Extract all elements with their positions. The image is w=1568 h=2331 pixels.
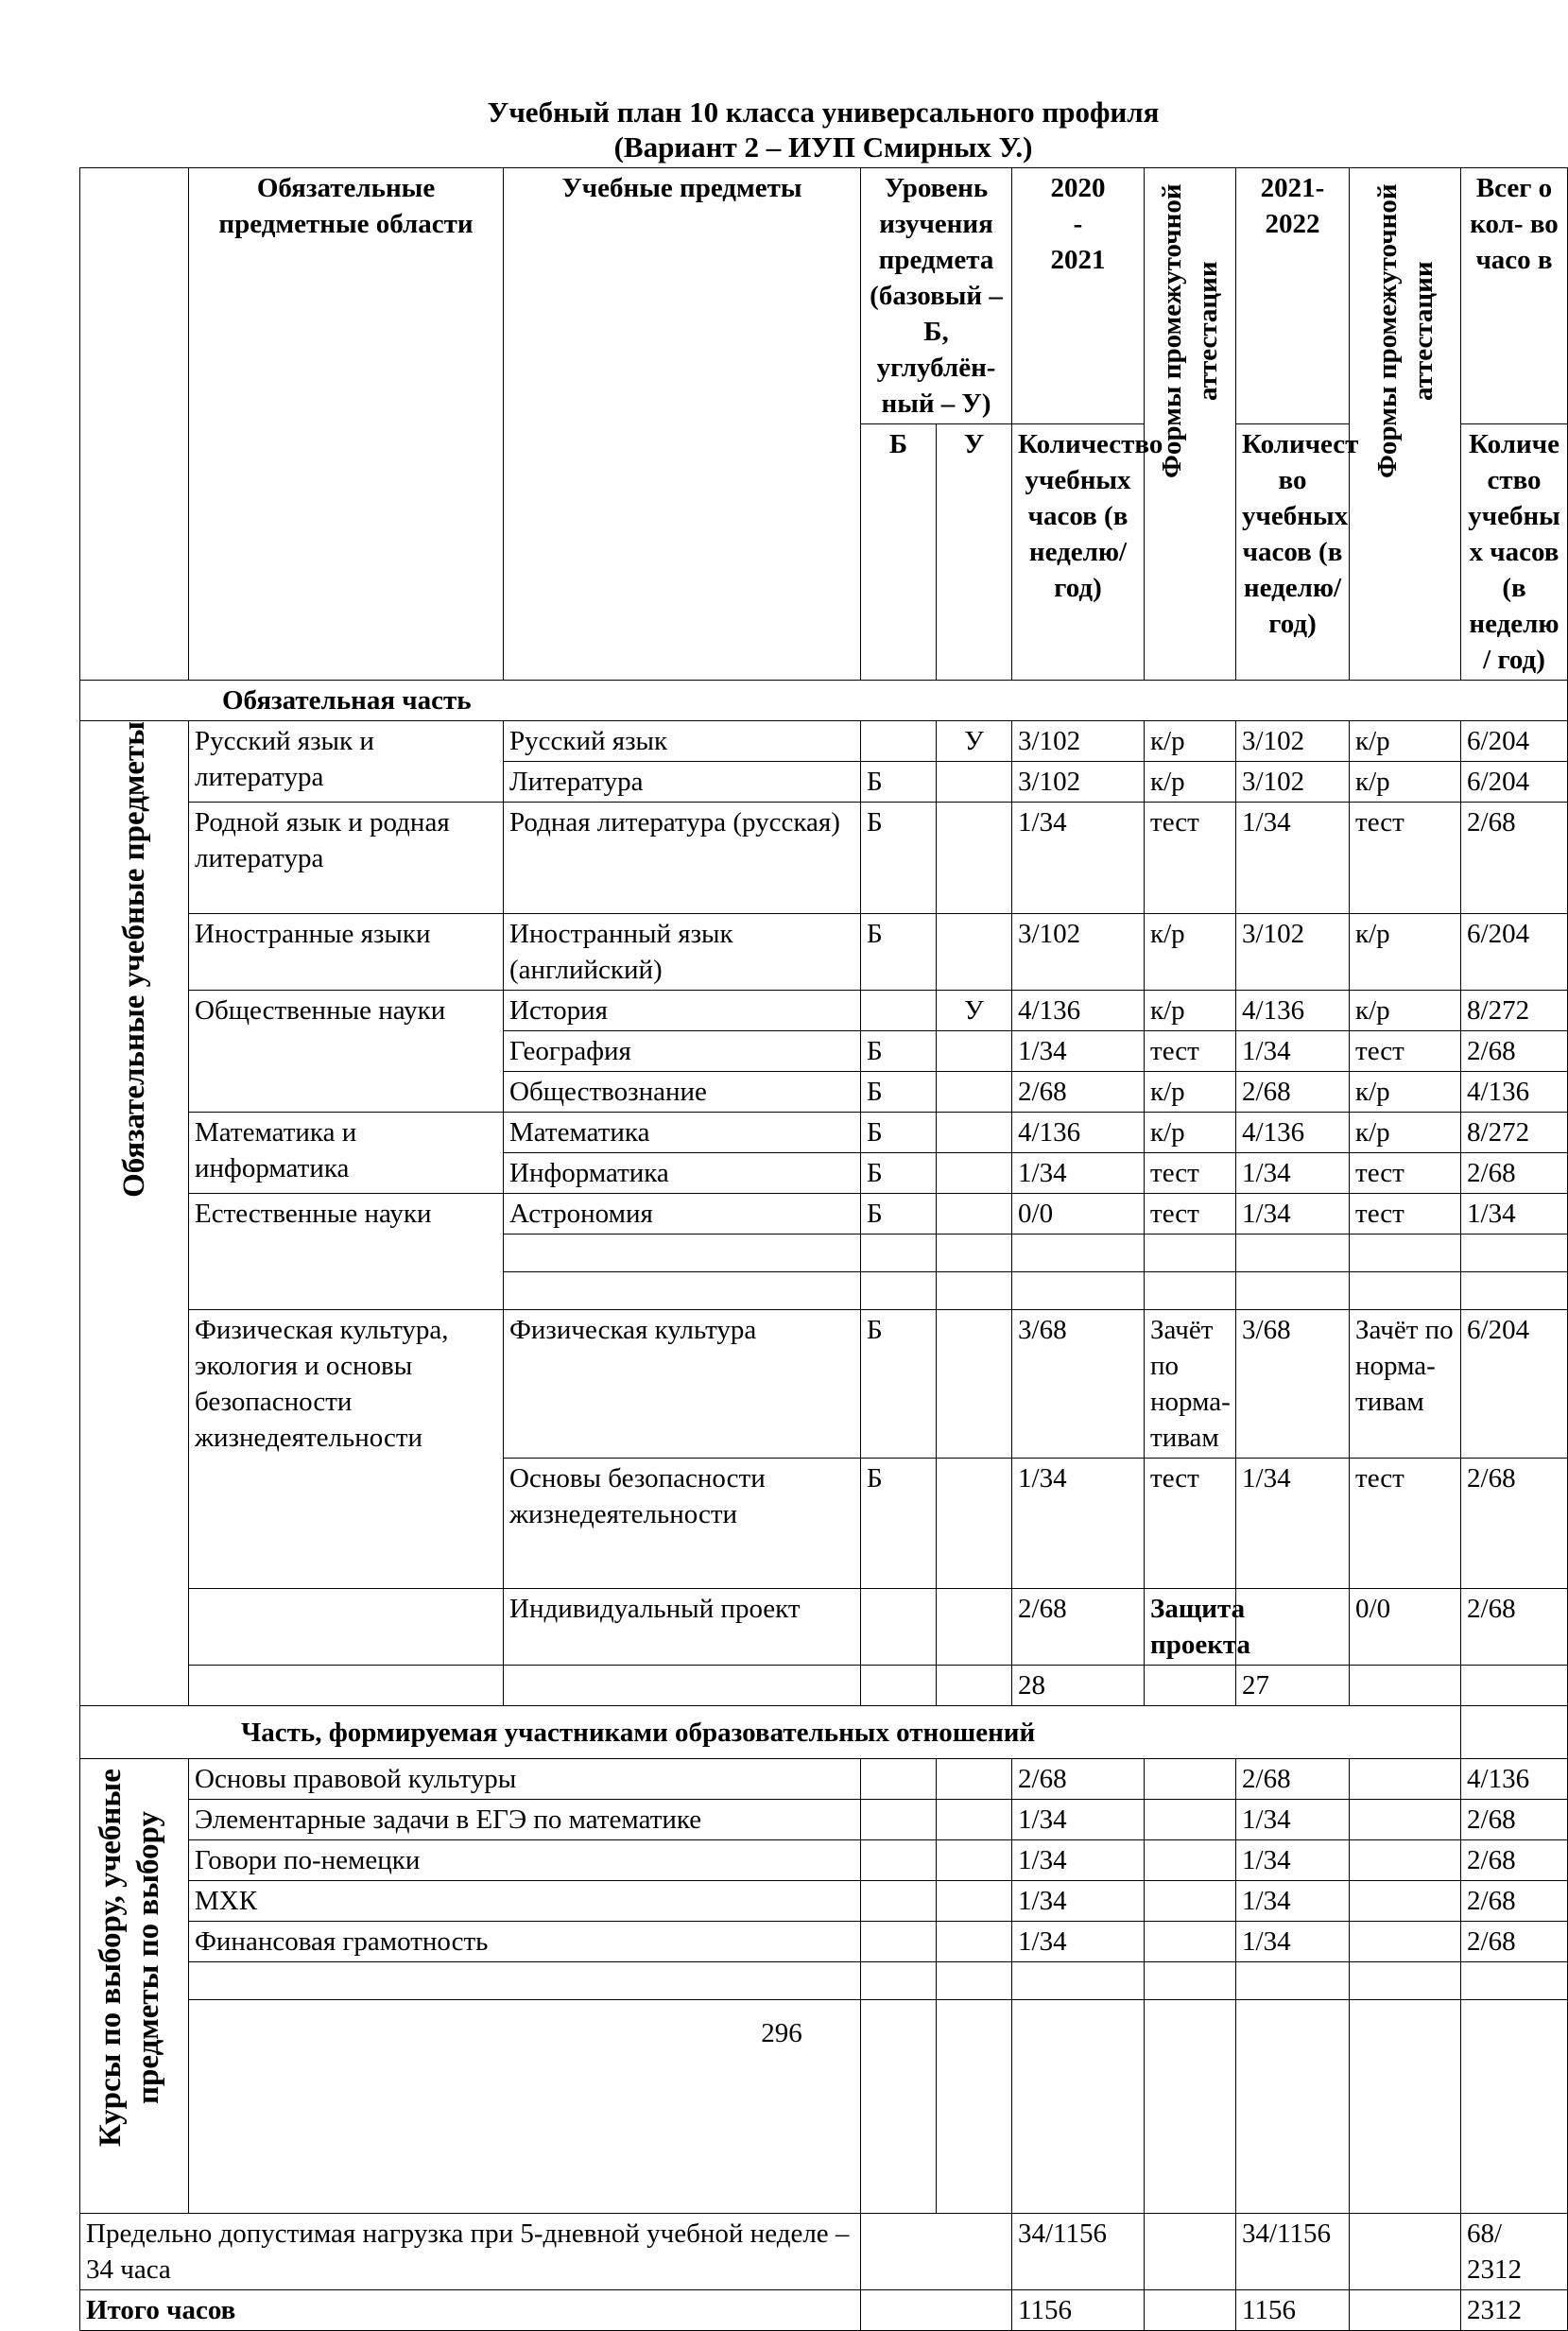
level-u-cell: [937, 914, 1012, 991]
project-total-cell: 2/68: [1461, 1589, 1568, 1666]
hours-2-cell: 1/34: [1236, 1840, 1350, 1881]
subject-cell: Говори по-немецки: [189, 1840, 861, 1881]
total-cell: 2/68: [1461, 1840, 1568, 1881]
totals-hours-1: 1156: [1012, 2290, 1145, 2331]
hours-2-cell: 3/102: [1236, 721, 1350, 762]
area-cell: Общественные науки: [189, 991, 504, 1113]
forms-2-cell: к/р: [1350, 762, 1461, 803]
totals-label: Итого часов: [80, 2290, 861, 2331]
section-optional-row: [80, 1706, 1568, 1759]
header-year-2: [1236, 168, 1350, 424]
level-u-cell: [937, 762, 1012, 803]
level-b-cell: Б: [861, 803, 937, 914]
level-b-cell: Б: [861, 762, 937, 803]
level-u-cell: [937, 1194, 1012, 1235]
hours-1-cell: 3/102: [1012, 762, 1145, 803]
total-cell: 4/136: [1461, 1759, 1568, 1800]
total-cell: 1/34: [1461, 1194, 1568, 1235]
header-row-1: [80, 168, 1568, 424]
header-year-1-hours: Количество учебных часов (в неделю/ год): [1012, 424, 1145, 681]
hours-2-cell: 3/68: [1236, 1310, 1350, 1459]
table-row: [80, 1800, 1568, 1840]
table-row: [80, 1194, 1568, 1235]
hours-1-cell: 4/136: [1012, 1113, 1145, 1153]
forms-2-cell: тест: [1350, 1459, 1461, 1589]
header-forms-2: [1350, 168, 1461, 681]
level-u-cell: [937, 1113, 1012, 1153]
optional-side-label: [80, 1759, 189, 2214]
total-cell: 2/68: [1461, 1922, 1568, 1962]
area-cell: Иностранные языки: [189, 914, 504, 991]
forms-1-cell: тест: [1145, 1194, 1236, 1235]
level-b-cell: Б: [861, 1072, 937, 1113]
forms-1-cell: к/р: [1145, 721, 1236, 762]
hours-2-cell: 3/102: [1236, 914, 1350, 991]
table-row: [80, 991, 1568, 1031]
hours-1-cell: 2/68: [1012, 1072, 1145, 1113]
empty-row: [80, 1962, 1568, 2000]
year-2-start: 2021-: [1260, 173, 1325, 203]
area-cell: Физическая культура, экология и основы безопасности жизнедеятельности: [189, 1310, 504, 1589]
totals-total: 2312: [1461, 2290, 1568, 2331]
forms-2-cell: тест: [1350, 1194, 1461, 1235]
level-b-cell: Б: [861, 914, 937, 991]
forms-1-cell: тест: [1145, 1153, 1236, 1194]
hours-2-cell: 1/34: [1236, 1800, 1350, 1840]
curriculum-table: [79, 167, 1568, 2331]
level-u-cell: [937, 1589, 1012, 1666]
hours-1-cell: 2/68: [1012, 1759, 1145, 1800]
header-subjects: Учебные предметы: [504, 168, 861, 681]
total-cell: 2/68: [1461, 1459, 1568, 1589]
hours-2-cell: 4/136: [1236, 991, 1350, 1031]
limit-total: 68/ 2312: [1461, 2214, 1568, 2290]
subject-cell: Финансовая грамотность: [189, 1922, 861, 1962]
hours-1-cell: 1/34: [1012, 1153, 1145, 1194]
area-cell: Родной язык и родная литература: [189, 803, 504, 914]
forms-1-cell: тест: [1145, 1459, 1236, 1589]
subject-cell: Основы безопасности жизнедеятельности: [504, 1459, 861, 1589]
subject-cell: Литература: [504, 762, 861, 803]
subject-cell: Русский язык: [504, 721, 861, 762]
section-optional: Часть, формируемая участниками образовательных отношений: [80, 1706, 1461, 1759]
forms-1-cell: к/р: [1145, 991, 1236, 1031]
hours-1-cell: 3/68: [1012, 1310, 1145, 1459]
level-u-cell: [937, 1153, 1012, 1194]
forms-1-cell: к/р: [1145, 762, 1236, 803]
area-cell: Русский язык и литература: [189, 721, 504, 803]
hours-2-cell: 1/34: [1236, 1459, 1350, 1589]
project-forms-1-cell: Защита проекта: [1145, 1589, 1236, 1666]
hours-1-cell: 1/34: [1012, 1031, 1145, 1072]
year-1-start: 2020: [1050, 173, 1106, 203]
forms-1-label: Формы промежуточной аттестации: [1157, 183, 1224, 478]
hours-2-cell: 1/34: [1236, 1922, 1350, 1962]
hours-1-cell: 0/0: [1012, 1194, 1145, 1235]
totals-hours-2: 1156: [1236, 2290, 1350, 2331]
table-row: [80, 1310, 1568, 1459]
forms-2-cell: к/р: [1350, 721, 1461, 762]
header-level-u: У: [937, 424, 1012, 681]
header-year-1: [1012, 168, 1145, 424]
sum-hours-1-cell: 28: [1012, 1666, 1145, 1706]
header-total-hours: Количе ство учебны х часов (в неделю / год): [1461, 424, 1568, 681]
total-cell: 6/204: [1461, 762, 1568, 803]
hours-1-cell: 1/34: [1012, 1840, 1145, 1881]
forms-1-cell: к/р: [1145, 914, 1236, 991]
header-level-b: Б: [861, 424, 937, 681]
year-2-end: 2022: [1265, 209, 1320, 239]
forms-2-cell: Зачёт по норма- тивам: [1350, 1310, 1461, 1459]
level-b-cell: [861, 991, 937, 1031]
section-mandatory-row: [80, 681, 1568, 721]
area-cell: Естественные науки: [189, 1194, 504, 1310]
limit-hours-1: 34/1156: [1012, 2214, 1145, 2290]
level-u-cell: [937, 1459, 1012, 1589]
forms-1-cell: к/р: [1145, 1113, 1236, 1153]
hours-2-cell: 2/68: [1236, 1072, 1350, 1113]
total-cell: 2/68: [1461, 1881, 1568, 1922]
level-u-cell: У: [937, 721, 1012, 762]
subject-cell: Обществознание: [504, 1072, 861, 1113]
hours-2-cell: 2/68: [1236, 1759, 1350, 1800]
subject-cell: Информатика: [504, 1153, 861, 1194]
level-b-cell: [861, 1589, 937, 1666]
hours-2-cell: 3/102: [1236, 762, 1350, 803]
level-u-cell: У: [937, 991, 1012, 1031]
level-u-cell: [937, 803, 1012, 914]
limit-hours-2: 34/1156: [1236, 2214, 1350, 2290]
optional-side-text: Курсы по выбору, учебные предметы по выбору: [94, 1769, 165, 2147]
hours-1-cell: 1/34: [1012, 1922, 1145, 1962]
total-cell: 4/136: [1461, 1072, 1568, 1113]
hours-2-cell: 1/34: [1236, 1153, 1350, 1194]
table-row: [80, 1881, 1568, 1922]
mandatory-side-label: [80, 721, 189, 1706]
limit-label: Предельно допустимая нагрузка при 5-дневной учебной неделе – 34 часа: [80, 2214, 861, 2290]
table-row: [80, 1113, 1568, 1153]
project-subject-cell: Индивидуальный проект: [504, 1589, 861, 1666]
document-title: [79, 95, 1567, 164]
subject-cell: МХК: [189, 1881, 861, 1922]
subject-cell: Физическая культура: [504, 1310, 861, 1459]
hours-2-cell: 1/34: [1236, 1194, 1350, 1235]
hours-1-cell: 1/34: [1012, 1881, 1145, 1922]
limit-row: [80, 2214, 1568, 2290]
total-cell: 6/204: [1461, 914, 1568, 991]
hours-1-cell: 4/136: [1012, 991, 1145, 1031]
total-cell: 6/204: [1461, 721, 1568, 762]
hours-1-cell: 1/34: [1012, 803, 1145, 914]
table-row: [80, 1759, 1568, 1800]
forms-1-cell: тест: [1145, 1031, 1236, 1072]
subject-cell: Астрономия: [504, 1194, 861, 1235]
total-cell: 6/204: [1461, 1310, 1568, 1459]
level-b-cell: Б: [861, 1153, 937, 1194]
forms-2-cell: тест: [1350, 1153, 1461, 1194]
header-forms-1: [1145, 168, 1236, 681]
hours-2-cell: 1/34: [1236, 1031, 1350, 1072]
level-b-cell: Б: [861, 1031, 937, 1072]
section-mandatory: Обязательная часть: [80, 681, 1568, 721]
hours-1-cell: 3/102: [1012, 721, 1145, 762]
subject-cell: Иностранный язык (английский): [504, 914, 861, 991]
forms-1-cell: тест: [1145, 803, 1236, 914]
hours-1-cell: 1/34: [1012, 1800, 1145, 1840]
forms-1-cell: к/р: [1145, 1072, 1236, 1113]
hours-2-cell: 4/136: [1236, 1113, 1350, 1153]
forms-2-cell: тест: [1350, 1031, 1461, 1072]
hours-1-cell: 3/102: [1012, 914, 1145, 991]
table-row: [80, 914, 1568, 991]
sum-row: [80, 1666, 1568, 1706]
totals-row: [80, 2290, 1568, 2331]
year-1-dash: -: [1073, 209, 1083, 239]
forms-2-cell: к/р: [1350, 1113, 1461, 1153]
subject-cell: История: [504, 991, 861, 1031]
header-year-2-hours: Количест во учебных часов (в неделю/ год): [1236, 424, 1350, 681]
header-level: Уровень изучения предмета (базовый – Б, углублён- ный – У): [861, 168, 1012, 424]
table-row: [80, 721, 1568, 762]
subject-cell: Математика: [504, 1113, 861, 1153]
subject-cell: Элементарные задачи в ЕГЭ по математике: [189, 1800, 861, 1840]
forms-1-cell: Зачёт по норма- тивам: [1145, 1310, 1236, 1459]
level-b-cell: Б: [861, 1194, 937, 1235]
forms-2-cell: к/р: [1350, 914, 1461, 991]
title-line-1: Учебный план 10 класса универсального профиля: [487, 95, 1160, 129]
header-areas: Обязательные предметные области: [189, 168, 504, 681]
sum-hours-2-cell: 27: [1236, 1666, 1350, 1706]
total-cell: 8/272: [1461, 1113, 1568, 1153]
forms-2-cell: к/р: [1350, 991, 1461, 1031]
total-cell: 2/68: [1461, 803, 1568, 914]
subject-cell: Основы правовой культуры: [189, 1759, 861, 1800]
year-1-end: 2021: [1050, 245, 1106, 275]
total-cell: 8/272: [1461, 991, 1568, 1031]
level-b-cell: [861, 721, 937, 762]
mandatory-side-text: Обязательные учебные предметы: [117, 721, 151, 1198]
header-blank-cell: [80, 168, 189, 681]
level-u-cell: [937, 1031, 1012, 1072]
project-row: [80, 1589, 1568, 1666]
subject-cell: Родная литература (русская): [504, 803, 861, 914]
table-row: [80, 803, 1568, 914]
title-line-2: (Вариант 2 – ИУП Смирных У.): [613, 130, 1033, 164]
total-cell: 2/68: [1461, 1800, 1568, 1840]
hours-2-cell: 1/34: [1236, 1881, 1350, 1922]
forms-2-label: Формы промежуточной аттестации: [1371, 183, 1439, 478]
total-cell: 2/68: [1461, 1031, 1568, 1072]
level-u-cell: [937, 1072, 1012, 1113]
page-number: 296: [761, 2018, 802, 2048]
project-hours-1-cell: 2/68: [1012, 1589, 1145, 1666]
area-cell: [189, 1589, 504, 1666]
header-total: Всег о кол- во часо в: [1461, 168, 1568, 424]
hours-1-cell: 1/34: [1012, 1459, 1145, 1589]
level-b-cell: Б: [861, 1459, 937, 1589]
forms-2-cell: к/р: [1350, 1072, 1461, 1113]
forms-2-cell: тест: [1350, 803, 1461, 914]
level-u-cell: [937, 1310, 1012, 1459]
table-row: [80, 1840, 1568, 1881]
hours-2-cell: 1/34: [1236, 803, 1350, 914]
table-row: [80, 1922, 1568, 1962]
level-b-cell: Б: [861, 1113, 937, 1153]
total-cell: 2/68: [1461, 1153, 1568, 1194]
area-cell: Математика и информатика: [189, 1113, 504, 1194]
subject-cell: География: [504, 1031, 861, 1072]
level-b-cell: Б: [861, 1310, 937, 1459]
hours-2-cell: [1236, 1589, 1350, 1666]
project-forms-2-cell: 0/0: [1350, 1589, 1461, 1666]
